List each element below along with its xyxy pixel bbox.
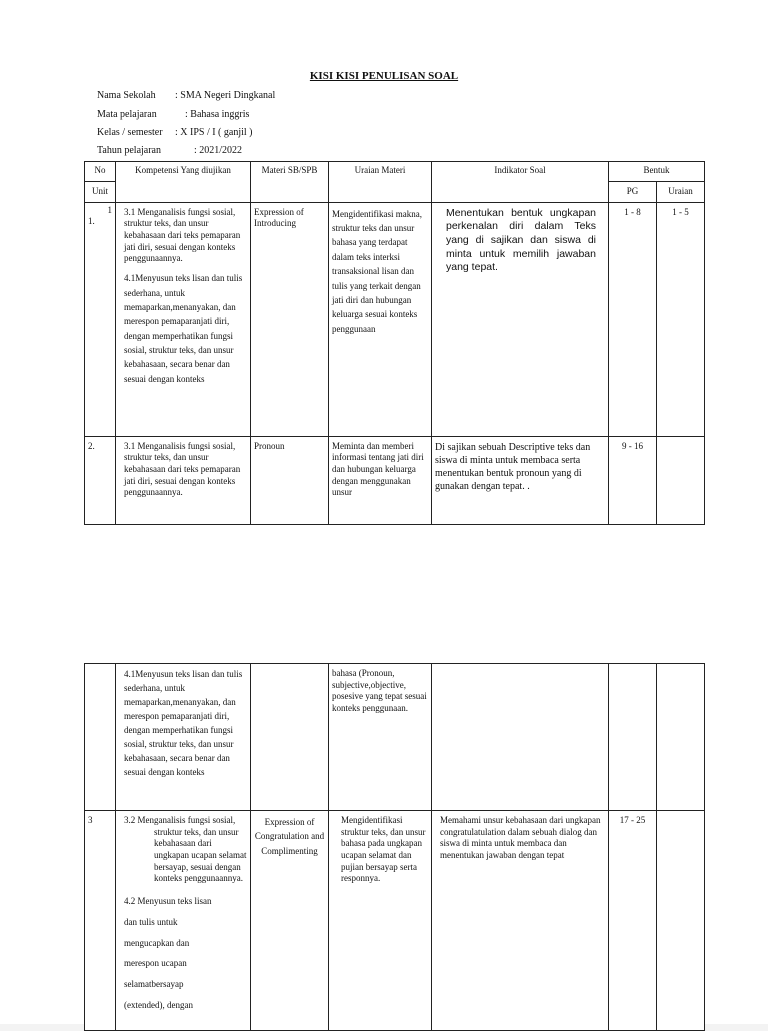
kompetensi-4-2: 4.2 Menyusun teks lisan dan tulis untuk mengucapkan dan merespon ucapan selamatbersayap (extended), dengan <box>124 896 212 1010</box>
kompetensi-3-2: 3.2 Menganalisis fungsi sosial, struktur teks, dan unsur kebahasaan dari ungkapan ucapan selamat bersayap, sesuai dengan konteks penggunaannya. <box>124 815 247 884</box>
pg-cell: 17 - 25 <box>609 811 657 1031</box>
meta-value: : SMA Negeri Dingkanal <box>175 90 276 101</box>
meta-class <box>97 127 253 138</box>
uraian-cell <box>657 436 705 524</box>
indikator-cell: Menentukan bentuk ungkapan perkenalan diri dalam Teks yang di sajikan dan siswa di minta untuk memilih jawaban yang tepat. <box>432 202 609 436</box>
indikator-cell: Memahami unsur kebahasaan dari ungkapan congratulatulation dalam sebuah dialog dan siswa di minta untuk membaca dan menentukan jawaban dengan tepat <box>432 811 609 1031</box>
pg-cell: 9 - 16 <box>609 436 657 524</box>
header-pg: PG <box>609 182 657 203</box>
pg-cell <box>609 664 657 811</box>
uraian-cell: 1 - 5 <box>657 202 705 436</box>
indikator-cell: Di sajikan sebuah Descriptive teks dan siswa di minta untuk membaca serta menentukan bentuk pronoun yang di gunakan dengan tepat. . <box>432 436 609 524</box>
table-row-2 <box>85 436 705 524</box>
uraian-materi-cell: bahasa (Pronoun, subjective,objective, posesive yang tepat sesuai konteks penggunaan. <box>329 664 432 811</box>
uraian-cell <box>657 811 705 1031</box>
kompetensi-cell: 4.1Menyusun teks lisan dan tulis sederhana, untuk memaparkan,menanyakan, dan merespon pemaparanjati diri, dengan memperhatikan fungsi sosial, struktur teks, dan unsur kebahasaan, secara benar dan sesuai dengan konteks <box>116 664 251 811</box>
meta-label: Kelas / semester <box>97 127 163 138</box>
meta-value: : Bahasa inggris <box>185 109 250 120</box>
row-number: 3 <box>85 811 116 1031</box>
kisi-table-page-2 <box>84 663 705 1031</box>
uraian-materi-cell: Meminta dan memberi informasi tentang jati diri dan hubungan keluarga dengan menggunakan unsur <box>329 436 432 524</box>
meta-value: : X IPS / I ( ganjil ) <box>175 127 253 138</box>
kompetensi-3-1: 3.1 Menganalisis fungsi sosial, struktur teks, dan unsur kebahasaan dari teks pemaparan jati diri, sesuai dengan konteks penggunaannya. <box>124 206 241 264</box>
meta-year <box>97 145 242 156</box>
kompetensi-cell <box>116 811 251 1031</box>
indikator-cell <box>432 664 609 811</box>
pg-cell: 1 - 8 <box>609 202 657 436</box>
uraian-cell <box>657 664 705 811</box>
uraian-materi-cell: Mengidentifikasi struktur teks, dan unsur bahasa pada ungkapan ucapan selamat dan pujian bersayap serta responnya. <box>329 811 432 1031</box>
meta-label: Tahun pelajaran <box>97 145 161 156</box>
meta-label: Nama Sekolah <box>97 90 156 101</box>
kompetensi-4-1: 4.1Menyusun teks lisan dan tulis sederhana, untuk memaparkan,menanyakan, dan merespon pemaparanjati diri, dengan memperhatikan fungsi sosial, struktur teks, dan unsur kebahasaan, secara benar dan sesuai dengan konteks <box>124 273 243 384</box>
header-uraian: Uraian <box>657 182 705 203</box>
header-unit: Unit <box>85 182 116 203</box>
row-number: 1 1. <box>85 202 116 436</box>
row-number <box>85 664 116 811</box>
header-no: No <box>85 162 116 182</box>
uraian-materi-cell: Mengidentifikasi makna, struktur teks dan unsur bahasa yang terdapat dalam teks interksi transaksional lisan dan tulis yang terkait dengan jati diri dan hubungan keluarga sesuai konteks penggunaan <box>329 202 432 436</box>
header-uraian-materi: Uraian Materi <box>329 162 432 203</box>
header-indikator: Indikator Soal <box>432 162 609 203</box>
row-number: 2. <box>85 436 116 524</box>
meta-school <box>97 90 275 101</box>
document-title: KISI KISI PENULISAN SOAL <box>309 70 459 82</box>
meta-value: : 2021/2022 <box>194 145 243 156</box>
materi-cell: Expression of Introducing <box>251 202 329 436</box>
materi-cell: Pronoun <box>251 436 329 524</box>
meta-subject <box>97 109 249 120</box>
kompetensi-cell <box>116 202 251 436</box>
header-materi: Materi SB/SPB <box>251 162 329 203</box>
table-row-1 <box>85 202 705 436</box>
table-row-2-continued <box>85 664 705 811</box>
materi-cell <box>251 664 329 811</box>
materi-cell: Expression of Congratulation and Complimenting <box>251 811 329 1031</box>
table-row-3 <box>85 811 705 1031</box>
kisi-table-page-1 <box>84 161 705 525</box>
meta-label: Mata pelajaran <box>97 109 157 120</box>
header-kompetensi: Kompetensi Yang diujikan <box>116 162 251 203</box>
kompetensi-cell: 3.1 Menganalisis fungsi sosial, struktur teks, dan unsur kebahasaan dari teks pemaparan jati diri, sesuai dengan konteks penggunaannya. <box>116 436 251 524</box>
header-bentuk: Bentuk <box>609 162 705 182</box>
